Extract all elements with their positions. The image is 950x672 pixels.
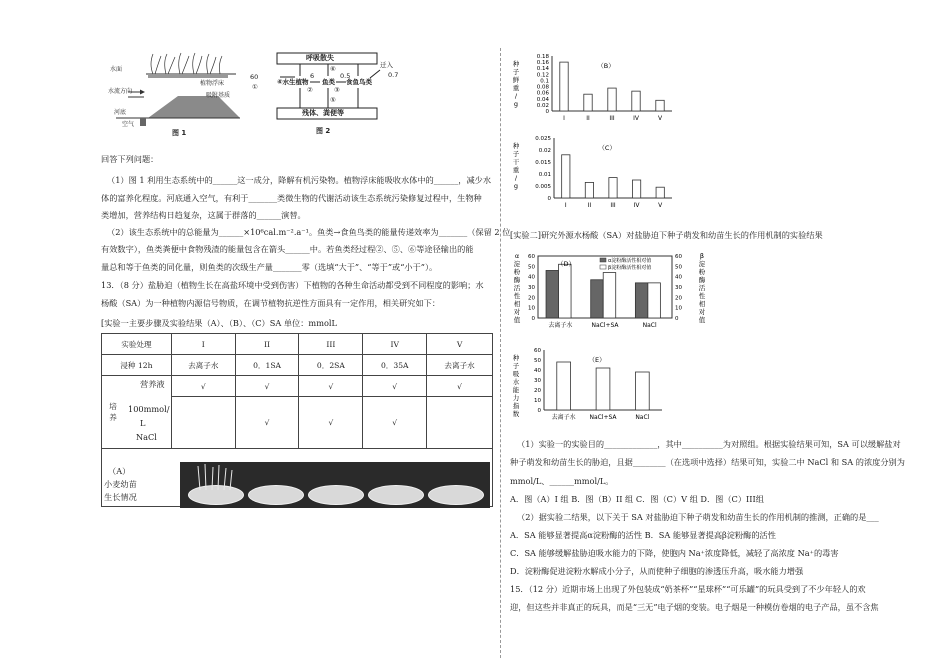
chart-title: （D） — [556, 260, 576, 268]
column-divider — [500, 48, 501, 658]
text-line: （2）该生态系统中的总能量为______×10⁶cal.m⁻².a⁻¹。鱼类→食鱼鸟类的能量传递效率为_______（保留 2 位 — [107, 227, 511, 237]
bar — [596, 368, 610, 410]
bar — [603, 273, 616, 318]
photo-label-1: （A） — [108, 466, 131, 476]
x-tick-label: V — [658, 202, 663, 209]
y-axis-label: 性 — [513, 292, 521, 300]
y-tick-label: 0.02 — [536, 102, 549, 109]
bar — [656, 100, 664, 111]
y-tick-label: 60 — [534, 348, 541, 354]
y-tick-label: 0.12 — [536, 72, 549, 79]
y-axis-label: / — [514, 174, 518, 182]
y2-tick-label: 0 — [675, 316, 679, 322]
seedlings — [192, 462, 252, 492]
y-tick-label: 10 — [528, 305, 535, 312]
y-tick-label: 20 — [528, 295, 535, 302]
y-axis-label: 酶 — [513, 276, 521, 284]
air-label: 空气 — [122, 121, 135, 128]
bar — [591, 280, 604, 318]
y-tick-label: 0.01 — [538, 172, 551, 178]
table-cell: √ — [427, 376, 493, 397]
table-cell: √ — [299, 397, 363, 449]
y2-tick-label: 50 — [675, 264, 682, 271]
legend-swatch — [600, 265, 606, 269]
x-tick-label: NaCl+SA — [589, 414, 617, 421]
y-tick-label: 50 — [534, 358, 541, 364]
y-tick-label: 0.1 — [540, 78, 549, 85]
bar — [609, 178, 617, 198]
text-line: 回答下列问题： — [101, 154, 159, 164]
value-60: 60 — [250, 73, 259, 81]
marker-5: ⑤ — [330, 96, 336, 104]
immigrate-label: 迁入 — [380, 61, 393, 69]
marker-3: ③ — [334, 86, 340, 94]
y-tick-label: 0 — [537, 408, 541, 414]
y-axis-label: 鲜 — [512, 76, 520, 84]
y-tick-label: 0.005 — [535, 184, 551, 190]
y-tick-label: 0.16 — [536, 60, 549, 67]
figure-2 — [250, 52, 410, 140]
y2-axis-label: 性 — [698, 292, 706, 300]
bar — [584, 94, 592, 111]
y-axis-label: 重 — [512, 166, 520, 174]
x-tick-label: I — [563, 115, 565, 122]
table-cell: IV — [363, 334, 427, 355]
figure-2-caption: 图 2 — [316, 127, 331, 135]
y-axis-label: 水 — [512, 378, 520, 386]
plant-float-label: 植物浮床 — [200, 80, 225, 87]
y-axis-label: 种 — [512, 142, 520, 150]
y2-axis-label: 粉 — [698, 268, 706, 276]
table-cell — [427, 397, 493, 449]
text-line: 13．（8 分）盐胁迫（植物生长在高盐环境中受到伤害）下植物的各种生命活动都受到不同程度的影响；水 — [101, 280, 484, 290]
y-tick-label: 0 — [531, 316, 535, 322]
figure-1-caption: 图 1 — [172, 129, 187, 137]
y-axis-label: 力 — [512, 394, 520, 402]
x-tick-label: 去离子水 — [548, 322, 573, 329]
culture-label: 培 养 — [109, 402, 117, 422]
bar — [559, 264, 572, 318]
marker-6: ⑥ — [330, 65, 336, 73]
y2-axis-label: 对 — [698, 308, 706, 316]
option-line: D．淀粉酶促进淀粉水解成小分子，从而使种子细胞的渗透压升高，吸水能力增强 — [510, 566, 804, 576]
y-tick-label: 0.04 — [536, 96, 549, 103]
y-tick-label: 30 — [528, 285, 535, 291]
table-cell: 0．35A — [363, 355, 427, 376]
seedling-photo — [180, 462, 490, 508]
chart-c — [510, 134, 690, 214]
y-axis-label: 子 — [512, 68, 520, 76]
bar — [557, 362, 571, 410]
petri-dish — [308, 485, 364, 505]
x-tick-label: II — [587, 202, 592, 209]
text-line: （2）据实验二结果，以下关于 SA 对盐胁迫下种子萌发和幼苗生长的作用机制的推测，正确的是___ — [517, 512, 879, 522]
x-tick-label: NaCl — [642, 322, 657, 329]
y2-tick-label: 30 — [675, 285, 682, 291]
x-tick-label: NaCl — [635, 414, 650, 421]
y-axis-label: 值 — [513, 316, 521, 324]
text-line: 类增加，营养结构日趋复杂，这属于群落的______演替。 — [101, 210, 306, 220]
y-axis-label: / — [514, 92, 518, 100]
legend-label: β淀粉酶活性相对值 — [608, 265, 652, 271]
table-cell: √ — [235, 376, 299, 397]
bar — [608, 88, 616, 111]
y2-tick-label: 40 — [675, 274, 682, 281]
y-axis-label: 子 — [512, 362, 520, 370]
bar — [560, 62, 568, 111]
figure-1 — [108, 52, 248, 140]
table-cell: 0．1SA — [235, 355, 299, 376]
bar — [656, 187, 664, 198]
y-axis-label: 粉 — [513, 268, 521, 276]
y-tick-label: 0.02 — [538, 148, 551, 154]
y2-tick-label: 10 — [675, 305, 682, 312]
table-cell: 浸种 12h — [102, 355, 172, 376]
y-axis-label: 指 — [512, 402, 520, 410]
value-0-7: 0.7 — [388, 71, 399, 79]
y-tick-label: 0.18 — [536, 54, 549, 60]
aquatic-plant-node: ④水生植物 — [277, 78, 309, 86]
table-cell: 去离子水 — [171, 355, 235, 376]
photo-label-3: 生长情况 — [104, 492, 137, 502]
bar — [648, 283, 661, 318]
x-tick-label: I — [564, 202, 567, 209]
table-cell — [171, 397, 235, 449]
y-axis-label: 对 — [513, 308, 521, 316]
chart-title: （C） — [598, 144, 616, 152]
option-line: A．图（A）I 组 B．图（B）II 组 C．图（C）V 组 D．图（C）III组 — [510, 494, 764, 504]
y2-tick-label: 20 — [675, 295, 682, 302]
petri-dish — [368, 485, 424, 505]
bar — [632, 91, 640, 111]
text-line: 体的富养化程度。河底通入空气，有利于_______类微生物的代谢活动该生态系统污染修复过程中，生物种 — [101, 193, 482, 203]
text-line: [实验一主要步骤及实验结果（A）、（B）、（C）SA 单位：mmolL — [101, 318, 337, 328]
chart-e — [510, 346, 680, 426]
y-axis-label: 子 — [512, 150, 520, 158]
table-cell: V — [427, 334, 493, 355]
y2-axis-label: 淀 — [698, 260, 706, 268]
y-axis-label: 种 — [512, 354, 520, 362]
fish-node: 鱼类 — [322, 78, 335, 86]
bird-node: 食鱼鸟类 — [346, 78, 372, 86]
table-cell: 去离子水 — [427, 355, 493, 376]
bar — [546, 270, 559, 318]
text-line: 迎，但这些并非真正的玩具，而是“三无”电子烟的变装。电子烟是一种模仿卷烟的电子产品，虽不含焦 — [510, 602, 879, 612]
y-axis-label: 淀 — [513, 260, 521, 268]
y-tick-label: 0.015 — [535, 160, 551, 166]
petri-dish — [428, 485, 484, 505]
option-line: C．SA 能够缓解盐胁迫吸水能力的下降，使胞内 Na⁺浓度降低，减轻了高浓度 Na⁺的毒害 — [510, 548, 839, 558]
y-tick-label: 60 — [528, 254, 535, 260]
y-tick-label: 10 — [534, 398, 541, 404]
photo-label-2: 小麦幼苗 — [104, 479, 137, 489]
water-surface-label: 水面 — [110, 66, 123, 73]
x-tick-label: II — [586, 115, 590, 122]
experiment-2-title: [实验二]研究外源水杨酸（SA）对盐胁迫下种子萌发和幼苗生长的作用机制的实验结果 — [510, 230, 823, 240]
value-0-5: 0.5 — [340, 72, 351, 80]
nacl-label-2: L — [140, 418, 146, 428]
y-tick-label: 20 — [534, 388, 541, 394]
y-axis-label: 数 — [512, 410, 520, 418]
nutrient-label: 营养液 — [140, 379, 165, 389]
bar — [635, 372, 649, 410]
y2-axis-label: 活 — [698, 284, 706, 292]
bar — [632, 180, 640, 198]
x-tick-label: III — [609, 115, 615, 122]
x-tick-label: NaCl+SA — [591, 322, 619, 329]
y2-axis-label: β — [699, 252, 705, 260]
chart-d — [510, 248, 710, 338]
table-cell: √ — [299, 376, 363, 397]
text-line: 杨酸（SA）为一种植物内源信号物质，在调节植物抗逆性方面具有一定作用，相关研究如下： — [101, 298, 441, 308]
y-axis-label: g — [513, 100, 519, 108]
chart-title: （E） — [588, 356, 606, 364]
text-line: （1）图 1 利用生态系统中的______这一成分，降解有机污染物。植物浮床能吸收水体中的______，减少水 — [107, 175, 492, 185]
x-tick-label: V — [657, 115, 663, 122]
y-axis-label: 活 — [513, 284, 521, 292]
chart-title: （B） — [597, 62, 615, 70]
table-row — [102, 355, 493, 376]
x-tick-label: IV — [633, 115, 639, 122]
y2-axis-label: 值 — [698, 316, 706, 324]
y-tick-label: 0 — [545, 109, 549, 115]
y-axis-label: 能 — [512, 386, 520, 394]
y-tick-label: 0.14 — [536, 66, 549, 73]
option-line: A．SA 能够显著提高α淀粉酶的活性 B．SA 能够显著提高β淀粉酶的活性 — [510, 530, 776, 540]
x-tick-label: III — [610, 202, 616, 209]
text-line: 有效数字），鱼类粪便中食物残渣的能量包含在箭头______中。若鱼类经过程②、⑤、⑥等途径输出的能 — [101, 244, 474, 254]
text-line: 种子萌发和幼苗生长的胁迫，且据________（在选项中选择）结果可知，实验二中 NaCl 和 SA 的浓度分别为 — [510, 457, 905, 467]
y-axis-label: 种 — [512, 60, 520, 68]
table-cell: √ — [363, 397, 427, 449]
table-cell: 0．2SA — [299, 355, 363, 376]
bar — [562, 155, 570, 198]
nacl-label-1: 100mmol/ — [128, 404, 170, 414]
y-axis-label: g — [513, 182, 519, 190]
adsorb-label: 吸附基质 — [206, 92, 231, 99]
table-cell: II — [235, 334, 299, 355]
table-cell: √ — [235, 397, 299, 449]
text-line: mmol/L、______mmol/L。 — [510, 476, 614, 486]
y-tick-label: 0.08 — [536, 84, 549, 91]
y-tick-label: 30 — [534, 378, 541, 384]
legend-label: α淀粉酶活性相对值 — [608, 258, 652, 264]
y-axis-label: α — [514, 252, 520, 260]
text-line: 15．（12 分）近期市场上出现了外包装成“奶茶杯”“星球杯”“可乐罐”的玩具受到了不少年轻人的欢 — [510, 584, 866, 594]
table-cell: √ — [363, 376, 427, 397]
river-bed-label: 河底 — [114, 109, 127, 116]
bar — [635, 283, 648, 318]
y2-axis-label: 相 — [698, 300, 706, 308]
flow-direction-label: 水流方向 — [108, 88, 133, 95]
y-tick-label: 50 — [528, 264, 535, 271]
residue-box: 残体、粪便等 — [302, 109, 344, 117]
text-line: 量总和等于鱼类的同化量，则鱼类的次级生产量_______零（选填“大于”、“等于”或“小于”）。 — [101, 262, 438, 272]
x-tick-label: IV — [633, 202, 640, 209]
table-cell: √ — [171, 376, 235, 397]
y-tick-label: 40 — [534, 368, 541, 374]
marker-1: ① — [252, 83, 258, 91]
y-axis-label: 吸 — [512, 370, 520, 378]
respiration-loss-box: 呼吸散失 — [306, 54, 334, 62]
y2-axis-label: 酶 — [698, 276, 706, 284]
y-axis-label: 干 — [512, 158, 520, 166]
value-6: 6 — [310, 72, 315, 80]
y-tick-label: 0.025 — [535, 136, 551, 142]
petri-dish — [248, 485, 304, 505]
y-axis-label: 相 — [513, 300, 521, 308]
nacl-label-3: NaCl — [136, 432, 157, 442]
chart-b — [510, 52, 690, 122]
y-tick-label: 0.06 — [536, 90, 549, 97]
y-axis-label: 重 — [512, 84, 520, 92]
table-cell: III — [299, 334, 363, 355]
table-cell: I — [171, 334, 235, 355]
y2-tick-label: 60 — [675, 254, 682, 260]
y-tick-label: 0 — [547, 196, 551, 202]
y-tick-label: 40 — [528, 274, 535, 281]
bar — [585, 182, 593, 198]
text-line: （1）实验一的实验目的_____________，其中__________为对照组。根据实验结果可知，SA 可以缓解盐对 — [517, 439, 901, 449]
legend-swatch — [600, 258, 606, 262]
marker-2: ② — [307, 86, 313, 94]
table-cell: 实验处理 — [102, 334, 172, 355]
table-header-row — [102, 334, 493, 355]
x-tick-label: 去离子水 — [551, 414, 576, 421]
